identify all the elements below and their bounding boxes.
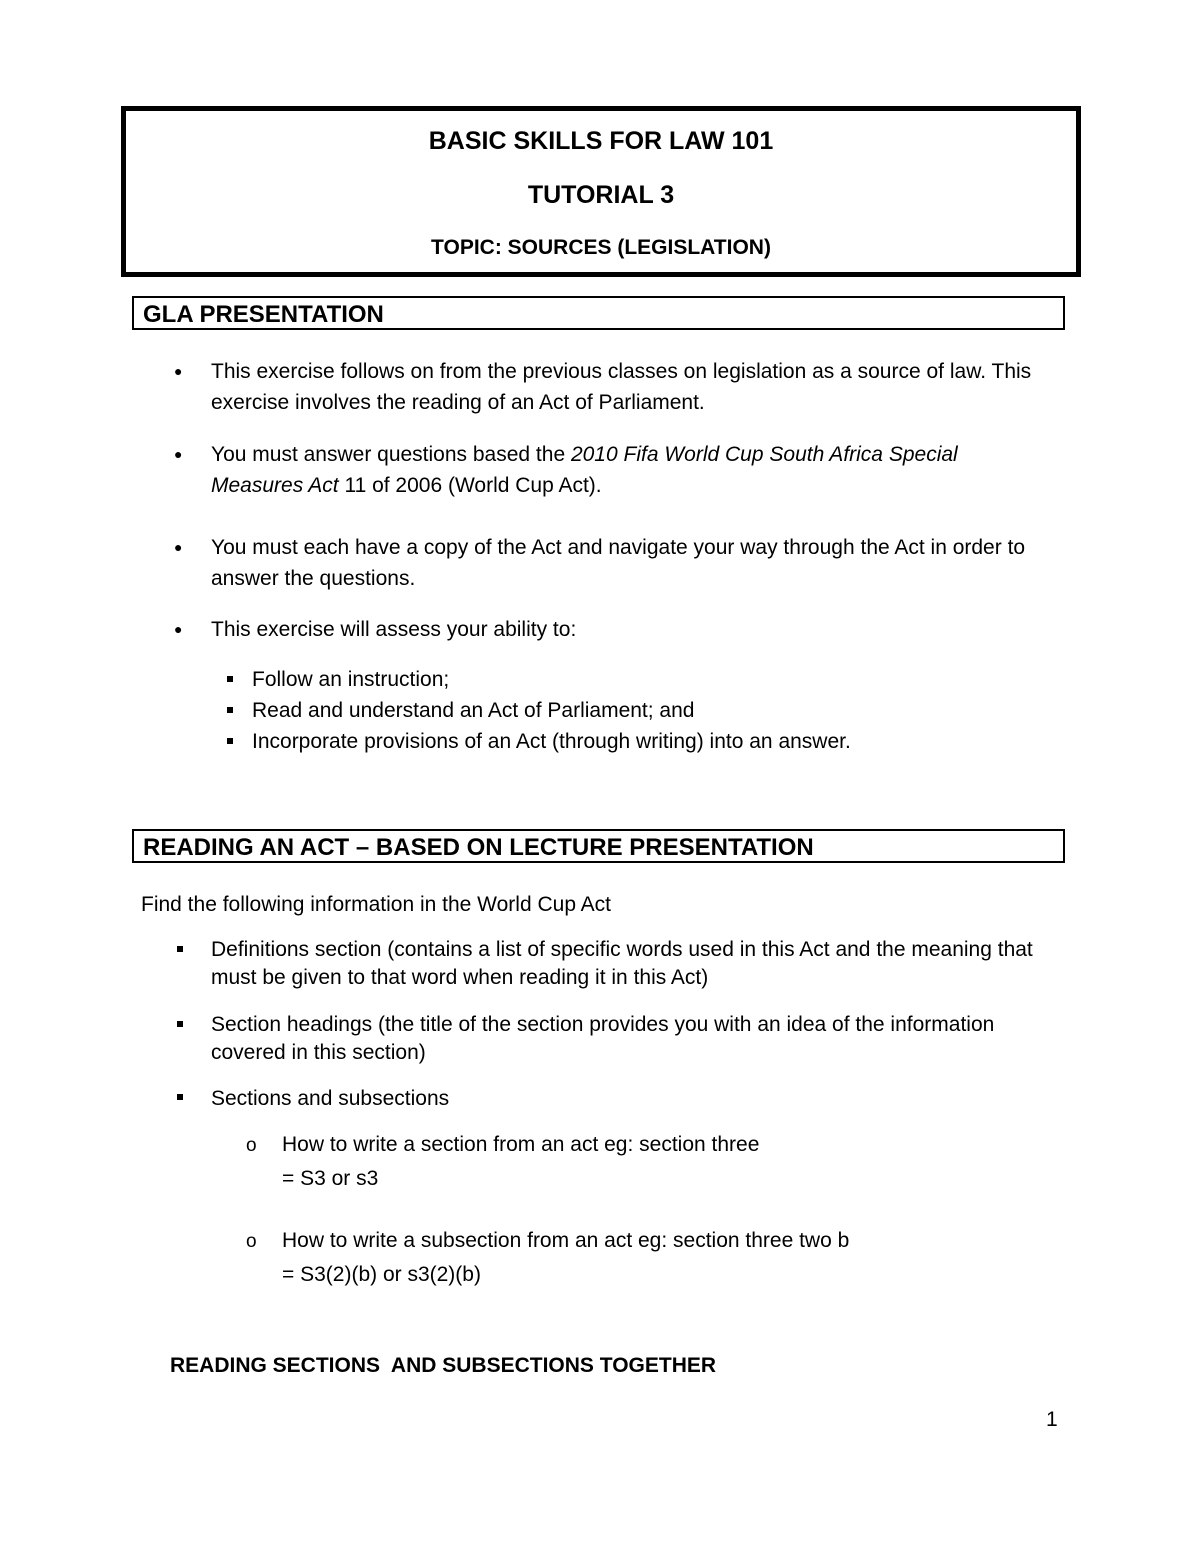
reading-item-1: Definitions section (contains a list of specific words used in this Act and the meaning that must be given to that word when reading it in this Act) xyxy=(211,938,1033,989)
reading-heading: READING AN ACT – BASED ON LECTURE PRESENTATION xyxy=(132,829,1065,863)
gla-bullet-1: This exercise follows on from the previous classes on legislation as a source of law. This exercise involves the reading of an Act of Parliament. xyxy=(211,360,1032,414)
square-bullet-icon xyxy=(227,676,233,682)
bullet-icon: ● xyxy=(174,446,183,462)
gla-bullet-3: You must each have a copy of the Act and navigate your way through the Act in order to answer the questions. xyxy=(211,536,1026,590)
square-bullet-icon xyxy=(227,738,233,744)
sub-item-1-line1: How to write a section from an act eg: section three xyxy=(282,1133,760,1156)
gla-bullet-4: This exercise will assess your ability to: xyxy=(211,618,577,641)
gla-sub-2: Read and understand an Act of Parliament; and xyxy=(252,699,695,722)
reading-item-3: Sections and subsections xyxy=(211,1087,450,1110)
square-bullet-icon xyxy=(177,1021,183,1027)
title-box xyxy=(121,106,1081,277)
circle-bullet-icon: o xyxy=(246,1135,257,1156)
gla-heading: GLA PRESENTATION xyxy=(132,296,1065,330)
gla-bullet-2-pre: You must answer questions based the xyxy=(211,443,571,466)
act-title: 2010 Fifa World Cup South Africa Special Measures Act xyxy=(211,443,958,497)
tutorial-title: TUTORIAL 3 xyxy=(527,181,675,209)
together-heading: READING SECTIONS AND SUBSECTIONS TOGETHER xyxy=(170,1354,717,1377)
gla-sub-1: Follow an instruction; xyxy=(252,668,450,691)
gla-bullet-2 xyxy=(211,439,1051,501)
reading-intro: Find the following information in the World Cup Act xyxy=(141,893,612,916)
bullet-icon: ● xyxy=(174,621,183,637)
bullet-icon: ● xyxy=(174,539,183,555)
square-bullet-icon xyxy=(177,1094,183,1100)
sub-item-2-line2: = S3(2)(b) or s3(2)(b) xyxy=(282,1263,481,1286)
square-bullet-icon xyxy=(227,707,233,713)
sub-item-1-line2: = S3 or s3 xyxy=(282,1167,379,1190)
circle-bullet-icon: o xyxy=(246,1231,257,1252)
sub-item-2-line1: How to write a subsection from an act eg: section three two b xyxy=(282,1229,850,1252)
square-bullet-icon xyxy=(177,946,183,952)
course-title: BASIC SKILLS FOR LAW 101 xyxy=(428,127,774,155)
bullet-icon: ● xyxy=(174,363,183,379)
page-number: 1 xyxy=(1046,1408,1058,1431)
reading-item-2: Section headings (the title of the section provides you with an idea of the information covered in this section) xyxy=(211,1013,995,1064)
gla-bullet-2-post: 11 of 2006 (World Cup Act). xyxy=(338,474,602,497)
gla-sub-3: Incorporate provisions of an Act (through writing) into an answer. xyxy=(252,730,851,753)
topic-title: TOPIC: SOURCES (LEGISLATION) xyxy=(431,236,771,259)
